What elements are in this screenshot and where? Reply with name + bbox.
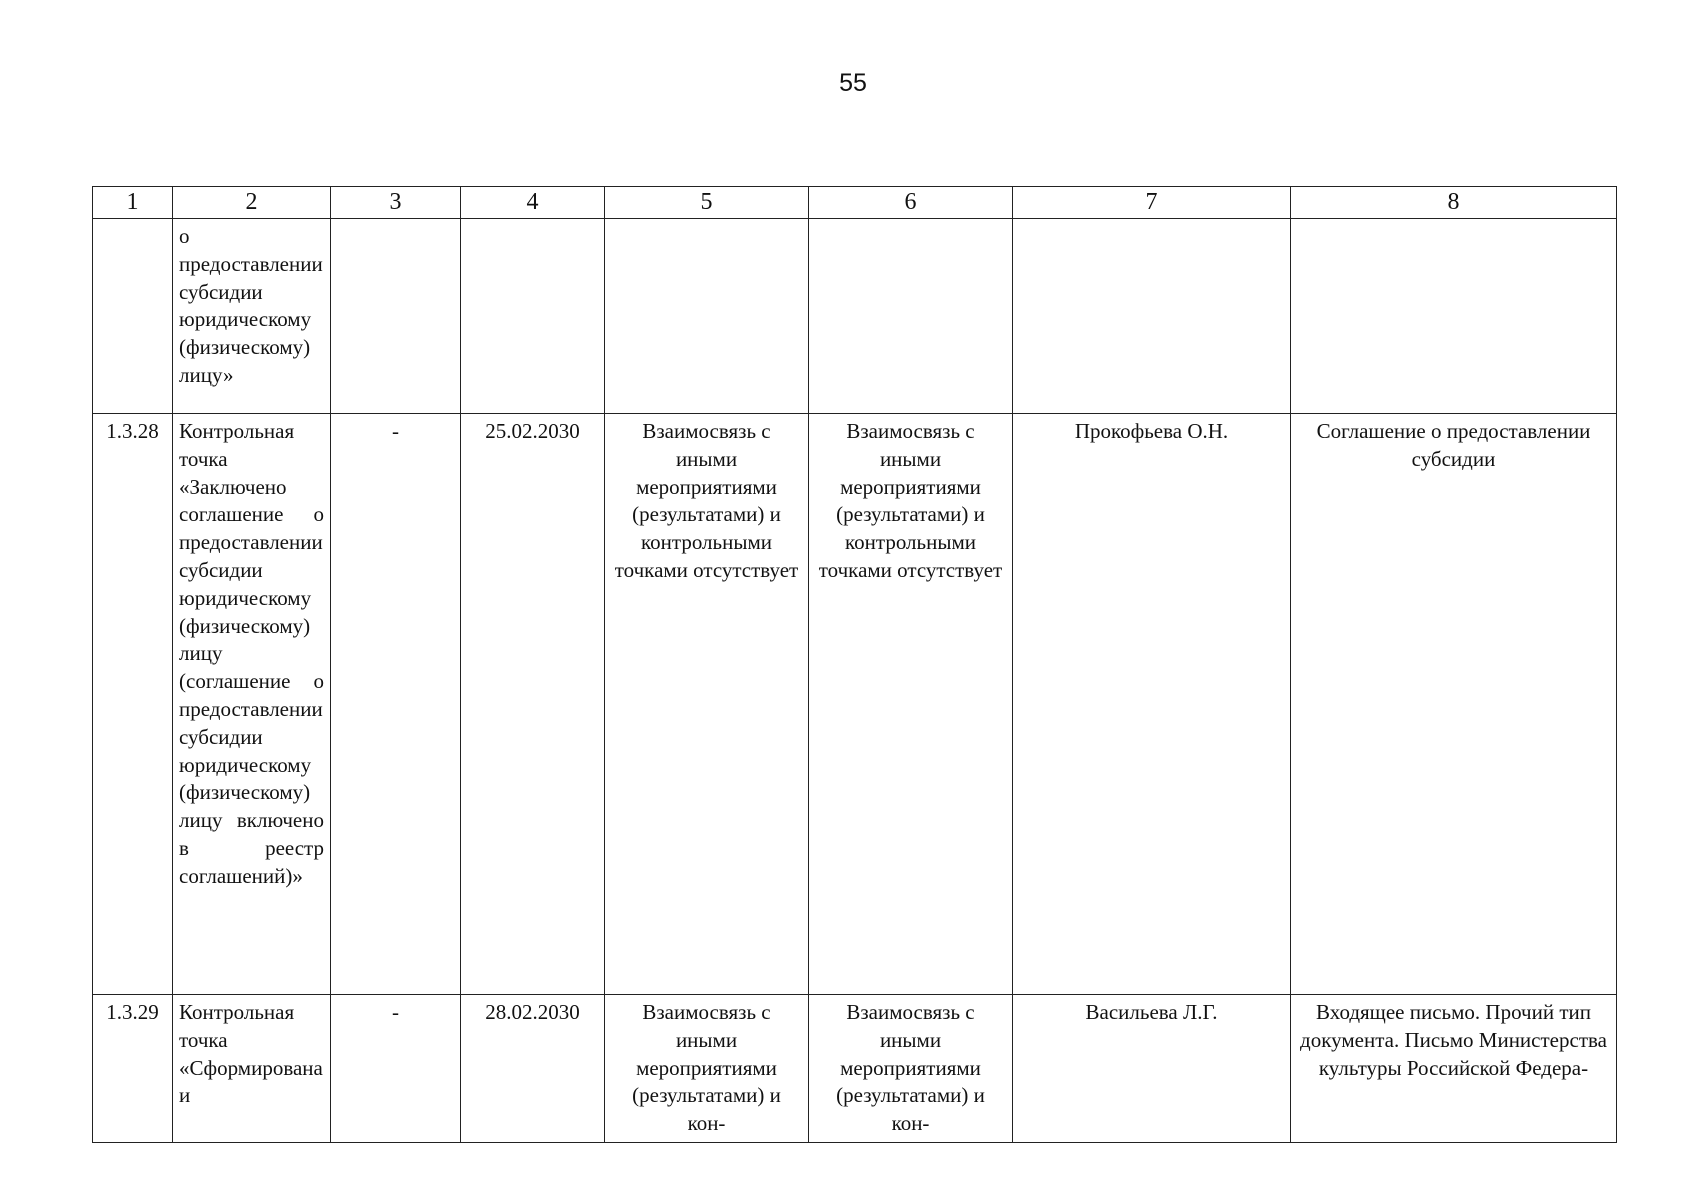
document-cell: Входящее письмо. Прочий тип документа. Письмо Министерства культуры Российской Федера- (1291, 995, 1617, 1143)
predecessor-cell: Взаимосвязь с иными мероприятиями (результатами) и контрольными точками отсутствует (605, 414, 809, 995)
predecessor-cell: Взаимосвязь с иными мероприятиями (результатами) и кон- (605, 995, 809, 1143)
responsible-cell: Васильева Л.Г. (1013, 995, 1291, 1143)
table-row (93, 414, 1617, 995)
col3-cell (331, 219, 461, 414)
event-name-cell: Контрольная точка «Сформирована и (173, 995, 331, 1143)
header-cell-4: 4 (461, 187, 605, 219)
date-cell: 25.02.2030 (461, 414, 605, 995)
header-cell-1: 1 (93, 187, 173, 219)
row-number-cell (93, 219, 173, 414)
header-cell-6: 6 (809, 187, 1013, 219)
successor-cell (809, 219, 1013, 414)
responsible-cell: Прокофьева О.Н. (1013, 414, 1291, 995)
table-row (93, 219, 1617, 414)
header-cell-8: 8 (1291, 187, 1617, 219)
header-cell-3: 3 (331, 187, 461, 219)
predecessor-cell (605, 219, 809, 414)
col3-cell: - (331, 414, 461, 995)
document-cell: Соглашение о предоставлении субсидии (1291, 414, 1617, 995)
event-name-cell: о предоставлении субсидии юридическому (физическому) лицу» (173, 219, 331, 414)
header-cell-7: 7 (1013, 187, 1291, 219)
header-cell-2: 2 (173, 187, 331, 219)
successor-cell: Взаимосвязь с иными мероприятиями (результатами) и контрольными точками отсутствует (809, 414, 1013, 995)
responsible-cell (1013, 219, 1291, 414)
events-table (92, 186, 1617, 1143)
row-number-cell: 1.3.28 (93, 414, 173, 995)
page-number: 55 (839, 69, 867, 97)
date-cell: 28.02.2030 (461, 995, 605, 1143)
event-name-cell: Контрольная точка «Заключено соглашение о предоставлении субсидии юридическому (физическому) лицу (соглашение о предоставлении субсидии юридическому (физическому) лицу включено в реестр соглашений)» (173, 414, 331, 995)
date-cell (461, 219, 605, 414)
table-row (93, 995, 1617, 1143)
col3-cell: - (331, 995, 461, 1143)
header-cell-5: 5 (605, 187, 809, 219)
successor-cell: Взаимосвязь с иными мероприятиями (результатами) и кон- (809, 995, 1013, 1143)
header-row (93, 187, 1617, 219)
document-cell (1291, 219, 1617, 414)
row-number-cell: 1.3.29 (93, 995, 173, 1143)
